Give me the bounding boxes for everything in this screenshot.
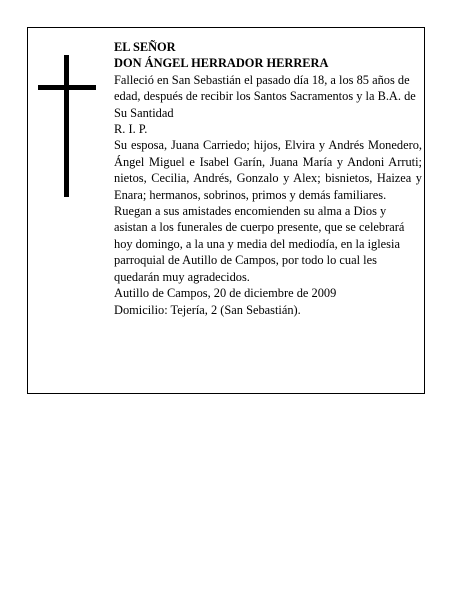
rip-text: R. I. P.	[114, 122, 148, 137]
deceased-name: DON ÁNGEL HERRADOR HERRERA	[114, 56, 329, 71]
place-date: Autillo de Campos, 20 de diciembre de 2009	[114, 286, 337, 301]
cross-vertical-bar	[64, 55, 69, 197]
notice-heading: EL SEÑOR	[114, 40, 176, 54]
family-list: Su esposa, Juana Carriedo; hijos, Elvira y Andrés Monedero, Ángel Miguel e Isabel Garín, Juana María y Andoni Arruti; nietos, Cecilia, Andrés, Gonzalo y Alex; bisnietos, Haizea y Enara; hermanos, sobrinos, primos y demás familiares.	[114, 138, 422, 202]
funeral-request: Ruegan a sus amistades encomienden su alma a Dios y asistan a los funerales de cuerpo presente, que se celebrará hoy domingo, a la una y media del mediodía, en la iglesia parroquial de Autillo de Campos, por todo lo cual les quedarán muy agradecidos.	[114, 204, 405, 284]
cross-horizontal-bar	[38, 85, 96, 90]
home-address: Domicilio: Tejería, 2 (San Sebastián).	[114, 302, 301, 317]
notice-text	[114, 39, 422, 318]
cross-icon	[38, 55, 96, 197]
death-announcement: Falleció en San Sebastián el pasado día 18, a los 85 años de edad, después de recibir los Santos Sacramentos y la B.A. de Su Santidad	[114, 72, 416, 120]
